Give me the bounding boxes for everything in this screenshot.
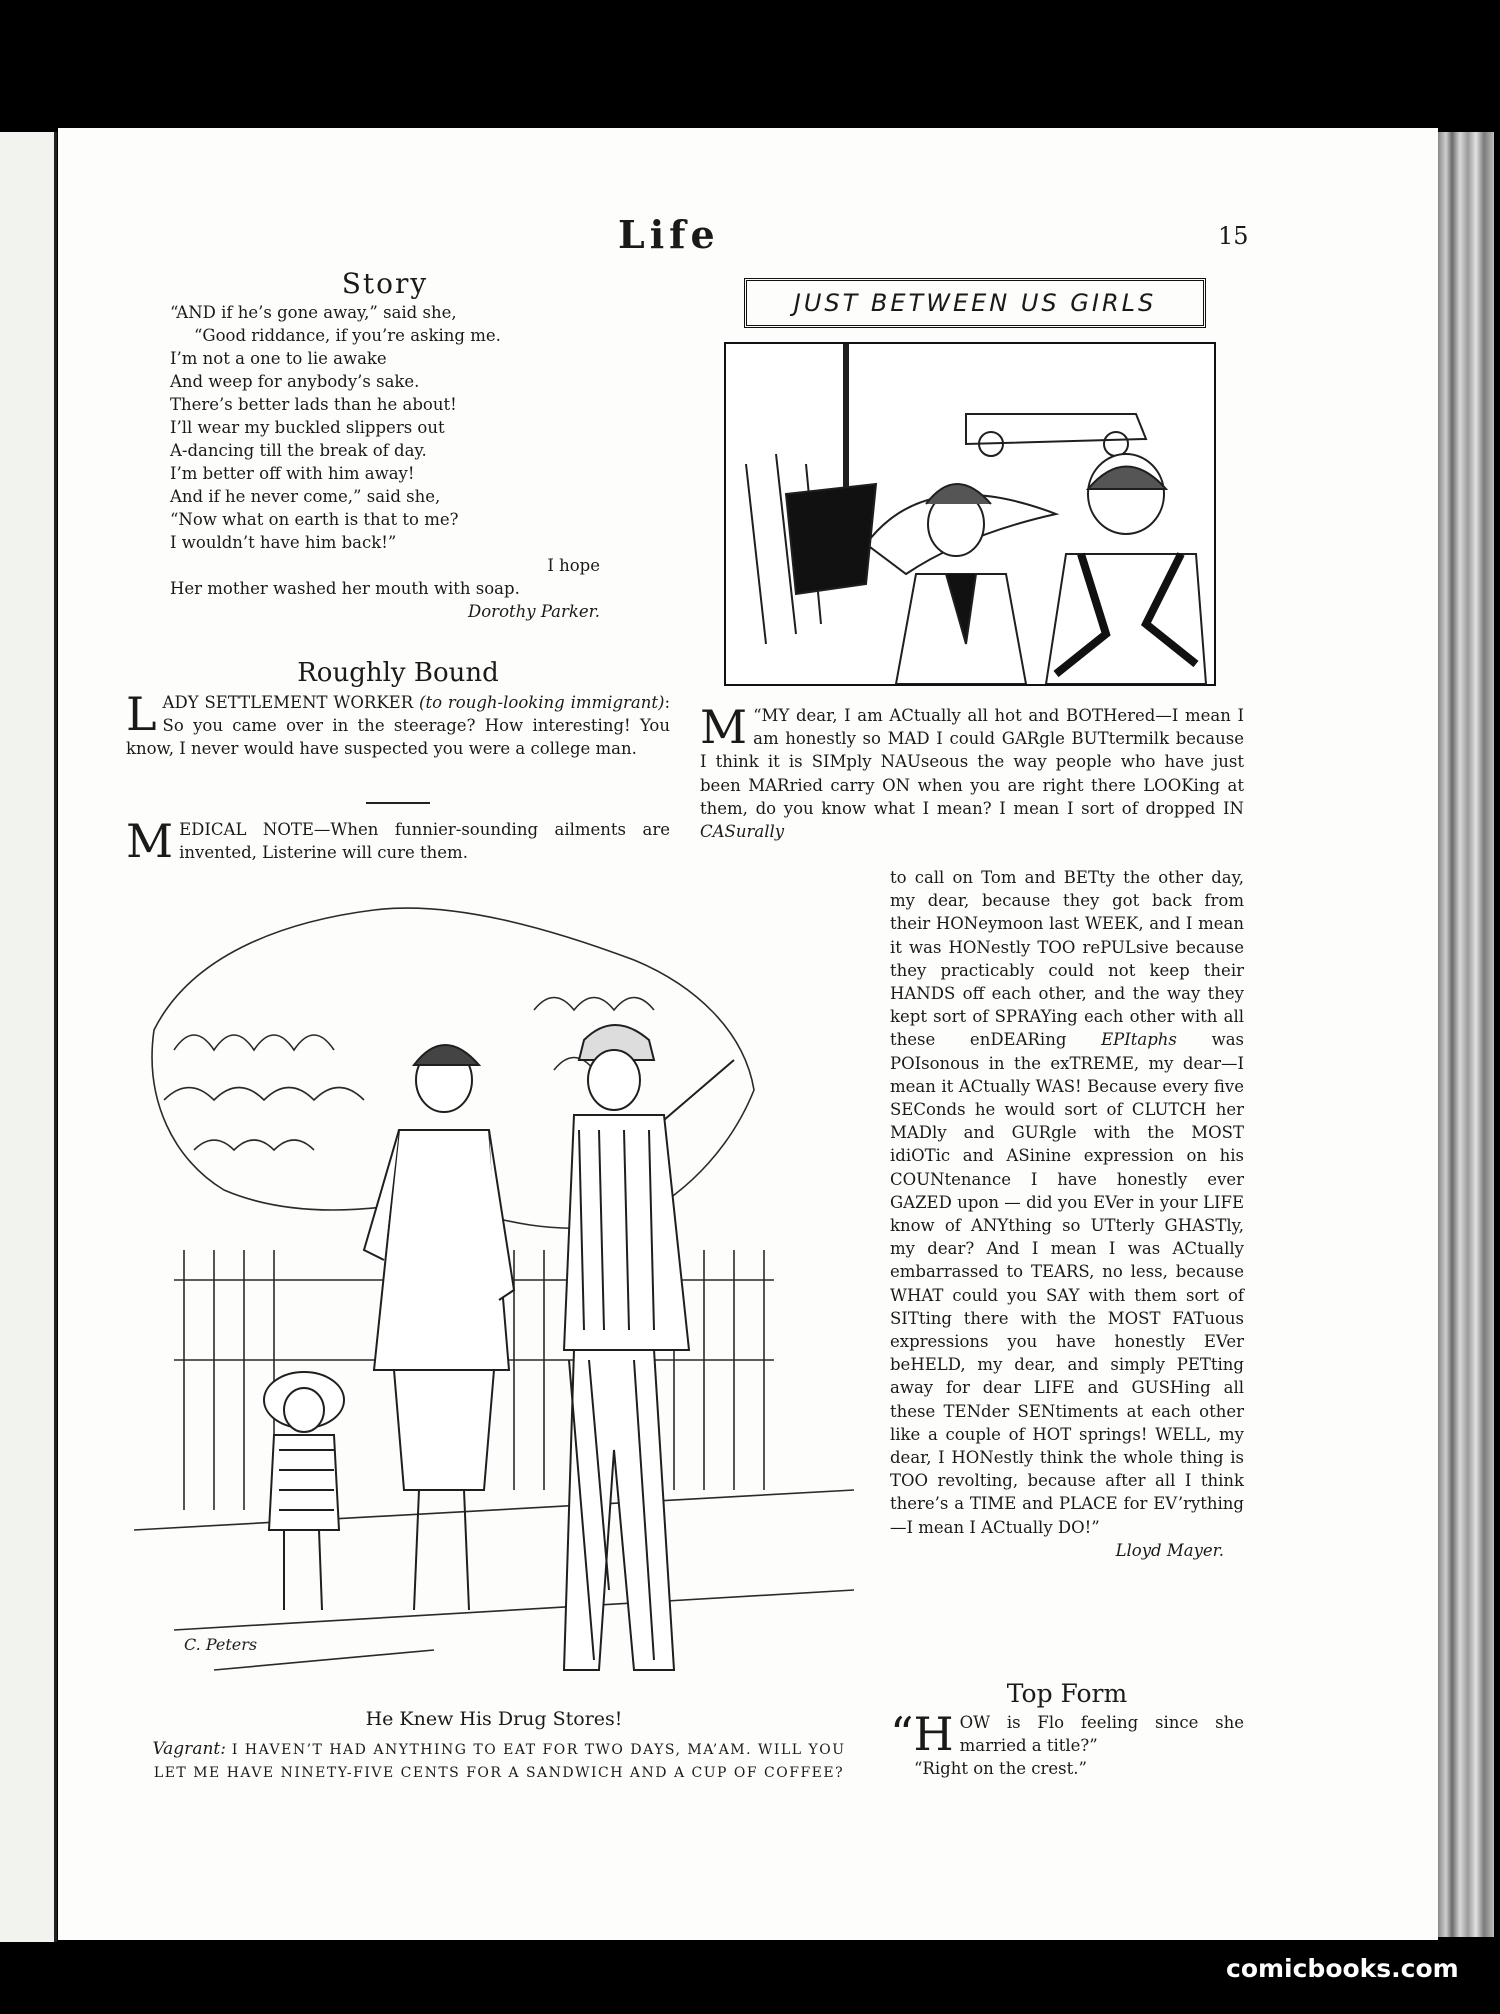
monologue-top — [700, 700, 1244, 843]
poem-line: I wouldn’t have him back!” — [170, 533, 397, 552]
monologue-text-part3: was POIsonous in the exTREME, my dear—I mean it ACtually WAS! Because every five SEConds he would sort of CLUTCH her MADly and GURgle with the MOST idiOTic and ASinine expression on his COUNtenance I have honestly ever GAZED upon — did you EVer in your LIFE know of ANYthing so UTterly GHASTly, my dear? And I mean I was ACtually embarrassed to TEARS, no less, because WHAT could you SAY with them sort of SITting there with the MOST FATuous expressions you have honestly EVer beHELD, my dear, and simply PETting away for dear LIFE and GUSHing all these TENder SENtiments at each other like a couple of HOT springs! WELL, my dear, I HONestly think the whole thing is TOO revolting, because after all I think there’s a TIME and PLACE for EV’rything —I mean I ACtually DO!” — [890, 1030, 1245, 1537]
top-form-answer: “Right on the crest.” — [914, 1759, 1087, 1778]
roughly-bound-lead: ADY SETTLEMENT WORKER — [162, 693, 414, 712]
poem-line: I’ll wear my buckled slippers out — [170, 418, 445, 437]
medical-note-dropcap: M — [126, 814, 174, 868]
cartoon-caption — [134, 1738, 864, 1785]
roughly-bound-text: : So you came over in the steerage? How interesting! You know, I never would have suspected you were a college man. — [126, 693, 671, 758]
watermark: comicbooks.com — [1226, 1954, 1459, 1983]
monologue-author: Lloyd Mayer. — [1115, 1540, 1224, 1560]
poem-line: I hope — [547, 556, 600, 575]
cartoon-speaker: Vagrant: — [152, 1739, 226, 1759]
banner-text: JUST BETWEEN US GIRLS — [793, 289, 1157, 317]
poem-lines — [170, 301, 600, 600]
page-edges-right — [1438, 132, 1494, 1937]
monologue-italic-1: CASurally — [700, 822, 785, 842]
top-form-article — [890, 1679, 1244, 1780]
poem-line: A-dancing till the break of day. — [170, 441, 427, 460]
page-number: 15 — [1218, 222, 1249, 250]
poem-line: And weep for anybody’s sake. — [170, 372, 420, 391]
top-form-dropcap: “H — [890, 1707, 954, 1761]
poem-line: “Now what on earth is that to me? — [170, 510, 459, 529]
monologue-text-part1: “MY dear, I am ACtually all hot and BOTHered—I mean I am honestly so MAD I could GARgle BUTtermilk because I think it is SIMply NAUseous the way people who have just been MARried carry ON when you are right there LOOKing at them, do you know what I mean? I mean I sort of dropped IN — [700, 706, 1244, 818]
vagrant-cartoon-illustration — [134, 890, 854, 1710]
monologue-dropcap: M — [700, 700, 748, 754]
poem-line: There’s better lads than he about! — [170, 395, 457, 414]
poem-line: And if he never come,” said she, — [170, 487, 441, 506]
roughly-bound-direction: (to rough-looking immigrant) — [419, 693, 665, 712]
story-title: Story — [341, 267, 429, 300]
just-between-us-girls-banner — [744, 278, 1206, 328]
medical-note-text: EDICAL NOTE—When funnier-sounding ailments are invented, Listerine will cure them. — [179, 820, 670, 862]
roughly-bound-title: Roughly Bound — [297, 658, 499, 688]
poem-line: Her mother washed her mouth with soap. — [170, 579, 520, 598]
poem-line: “AND if he’s gone away,” said she, — [170, 303, 457, 322]
roughly-bound-article — [126, 658, 671, 760]
story-poem — [170, 267, 600, 623]
poem-line: I’m better off with him away! — [170, 464, 415, 483]
poem-line: I’m not a one to lie awake — [170, 349, 387, 368]
girls-cartoon-illustration — [724, 342, 1216, 686]
book-spine-left — [0, 132, 57, 1942]
medical-note — [126, 814, 670, 868]
masthead-logo: Life — [618, 212, 720, 257]
monologue-italic-2: EPItaphs — [1101, 1030, 1177, 1050]
monologue-body — [890, 866, 1244, 1562]
top-form-question: OW is Flo feeling since she married a title?” — [959, 1713, 1244, 1755]
monologue-text-part2: to call on Tom and BETty the other day, my dear, because they got back from their HONeymoon last WEEK, and I mean it was HONestly TOO rePULsive because they practicably could not keep their HANDS off each other, and the way they kept sort of SPRAYing each other with all these enDEARing — [890, 868, 1244, 1050]
cartoon-signature: C. Peters — [184, 1635, 258, 1654]
cartoon-title: He Knew His Drug Stores! — [365, 1708, 623, 1730]
story-author: Dorothy Parker. — [468, 602, 600, 621]
roughly-bound-dropcap: L — [126, 687, 157, 741]
cartoon-caption-text: I HAVEN’T HAD ANYTHING TO EAT FOR TWO DAYS, MA’AM. WILL YOU LET ME HAVE NINETY-FIVE CENTS FOR A SANDWICH AND A CUP OF COFFEE? — [153, 1742, 846, 1781]
top-form-title: Top Form — [1006, 1679, 1128, 1708]
poem-line: “Good riddance, if you’re asking me. — [194, 326, 501, 345]
separator-rule — [366, 802, 430, 804]
